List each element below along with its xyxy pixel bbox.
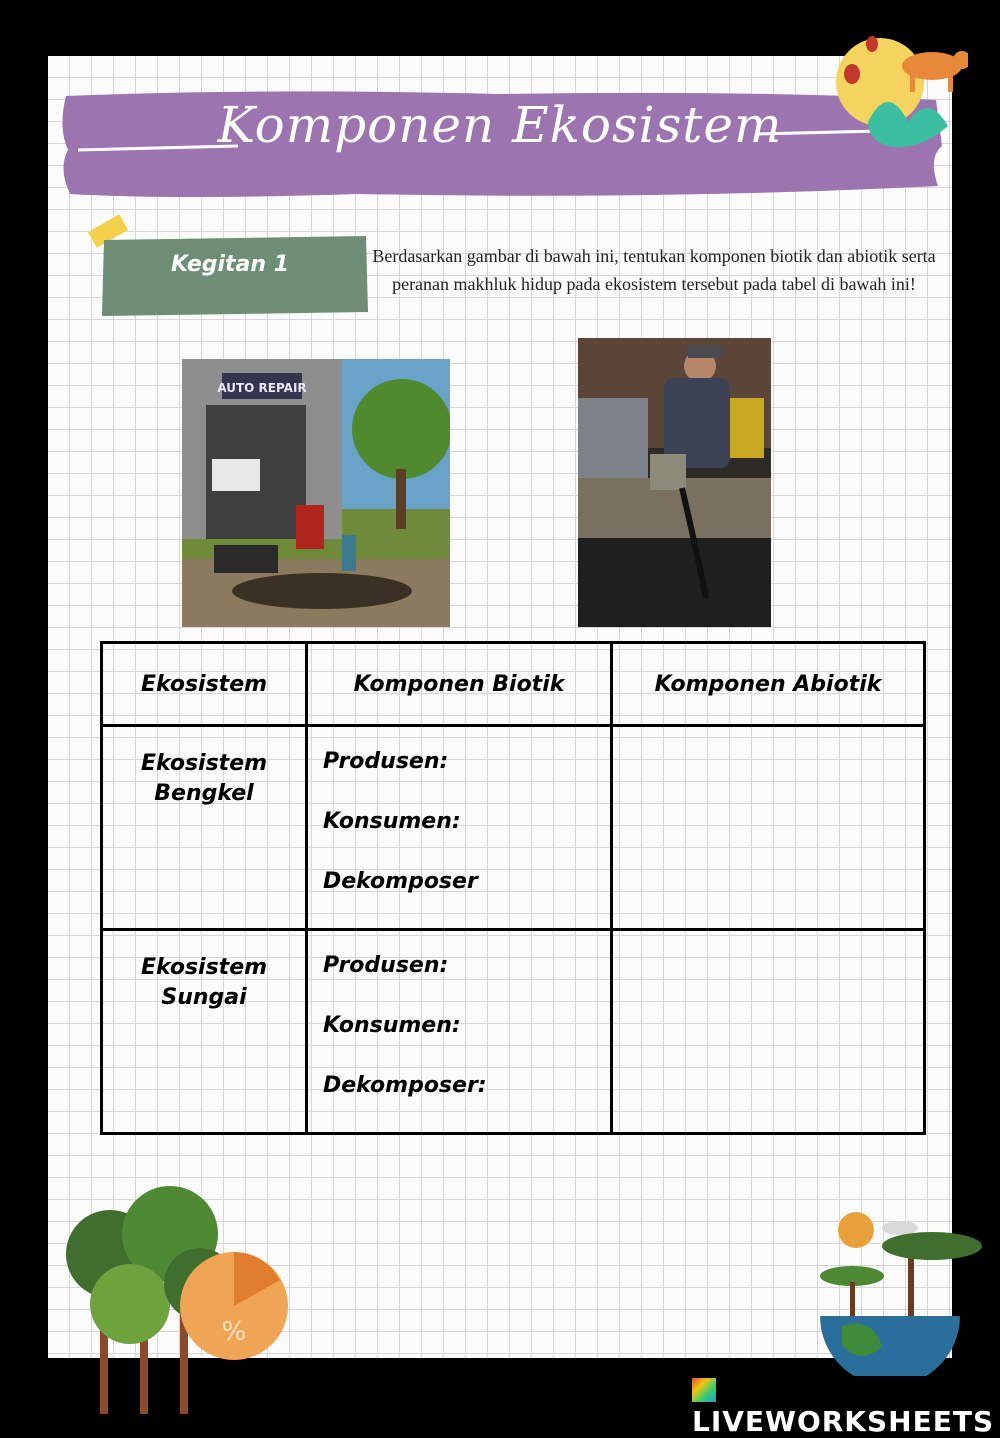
instructions-text: Berdasarkan gambar di bawah ini, tentukan komponen biotik dan abiotik serta peranan makhluk hidup pada ekosistem tersebut pada tabel di bawah ini!	[372, 246, 936, 294]
biotic-cell[interactable]	[307, 726, 612, 930]
table-row	[102, 726, 925, 930]
dekomposer-label: Dekomposer	[323, 869, 478, 894]
ecosystem-cell	[102, 930, 307, 1134]
activity-label: Kegitan 1	[170, 252, 290, 277]
table-row	[102, 930, 925, 1134]
konsumen-label: Konsumen:	[323, 809, 461, 834]
watermark	[692, 1372, 1000, 1438]
table-header-row	[102, 643, 925, 726]
dekomposer-label: Dekomposer:	[323, 1073, 487, 1098]
earth-decoration-icon	[812, 1206, 992, 1376]
header-abiotik: Komponen Abiotik	[612, 643, 925, 726]
abiotic-answer-cell[interactable]	[612, 930, 925, 1134]
auto-repair-sign: AUTO REPAIR	[217, 381, 307, 395]
ecosystem-cell	[102, 726, 307, 930]
ecosystem-name-line1: Ekosistem	[140, 955, 268, 980]
mechanic-photo	[578, 338, 771, 627]
wildlife-decoration-icon	[828, 22, 968, 162]
auto-repair-photo	[182, 359, 450, 627]
trees-decoration-icon	[50, 1184, 300, 1414]
percent-symbol: %	[221, 1317, 247, 1347]
abiotic-answer-cell[interactable]	[612, 726, 925, 930]
ecosystem-table	[100, 641, 926, 1135]
konsumen-label: Konsumen:	[323, 1013, 461, 1038]
produsen-label: Produsen:	[323, 749, 449, 774]
biotic-cell[interactable]	[307, 930, 612, 1134]
header-ekosistem: Ekosistem	[102, 643, 307, 726]
ecosystem-name-line1: Ekosistem	[140, 751, 268, 776]
live-logo-icon	[692, 1378, 716, 1402]
ecosystem-name-line2: Bengkel	[154, 781, 254, 806]
page-title: Komponen Ekosistem	[217, 96, 783, 154]
produsen-label: Produsen:	[323, 953, 449, 978]
ecosystem-name-line2: Sungai	[161, 985, 247, 1010]
header-biotik: Komponen Biotik	[307, 643, 612, 726]
watermark-text: LIVEWORKSHEETS	[692, 1405, 995, 1438]
